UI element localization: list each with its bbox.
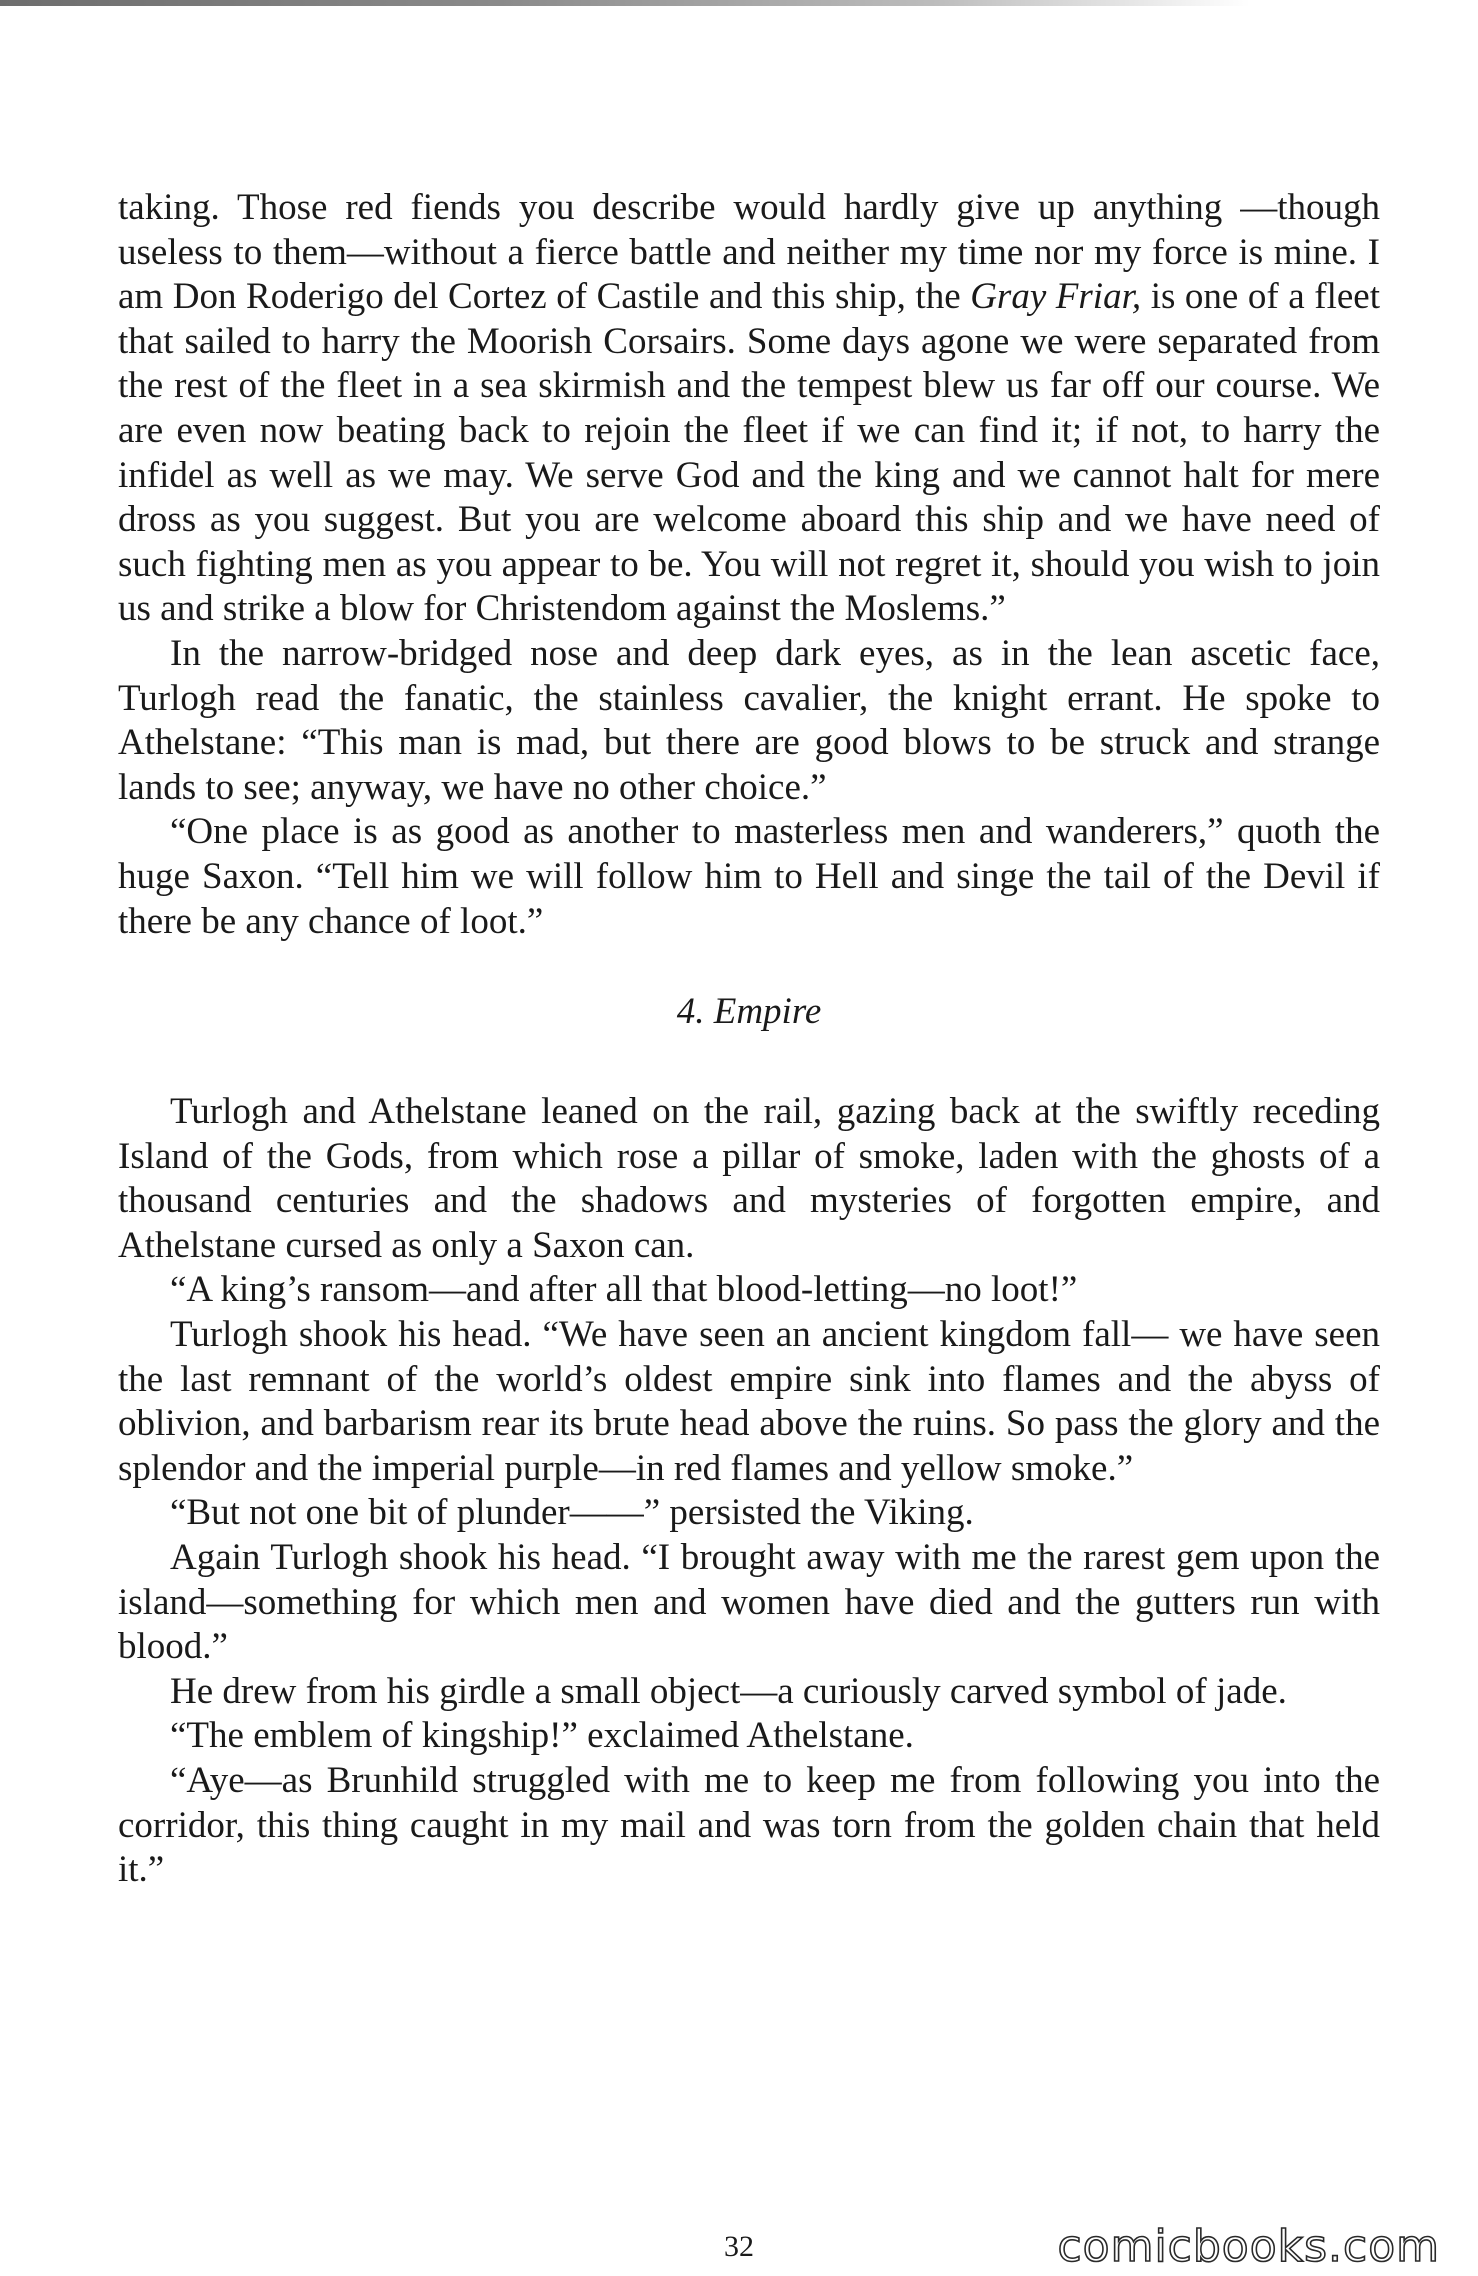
paragraph: Turlogh shook his head. “We have seen an ancient kingdom fall— we have seen the last remnant of the world’s oldest empire sink into flames and the abyss of oblivion, and barbarism rear its brute head above the ruins. So pass the glory and the splendor and the imperial purple—in red flames and yellow smoke.” <box>118 1314 1380 1489</box>
ship-name-italic: Gray Friar, <box>970 276 1142 318</box>
paragraph: In the narrow-bridged nose and deep dark eyes, as in the lean ascetic face, Turlogh read the fanatic, the stainless cavalier, the knight errant. He spoke to Athelstane: “This man is mad, but there are good blows to be struck and strange lands to see; anyway, we have no other choice.” <box>118 632 1380 808</box>
paragraph: Turlogh and Athelstane leaned on the rail, gazing back at the swiftly receding Island of the Gods, from which rose a pillar of smoke, laden with the ghosts of a thousand centuries and the shadows and mysteries of forgotten empire, and Athelstane cursed as only a Saxon can. <box>118 1091 1380 1266</box>
watermark-logo: comicbooks.com <box>1057 2221 1440 2272</box>
paragraph-text-after: is one of a fleet that sailed to harry the Moorish Corsairs. Some days agone we were separated from the rest of the fleet in a sea skirmish and the tempest blew us far off our course. We are even now beating back to rejoin the fleet if we can find it; if not, to harry the infidel as well as we may. We serve God and the king and we cannot halt for mere dross as you suggest. But you are welcome aboard this ship and we have need of such fighting men as you appear to be. You will not regret it, should you wish to join us and strike a blow for Christendom against the Moslems.” <box>118 276 1381 630</box>
paragraph: “Aye—as Brunhild struggled with me to keep me from following you into the corridor, this thing caught in my mail and was torn from the golden chain that held it.” <box>118 1760 1380 1891</box>
paragraph-text: taking. Those red fiends you describe would hardly give up anything —though useless to them—without a fierce battle and neither my time nor my force is mine. I am Don Roderigo del Cortez of Castile and this ship, the <box>118 187 1380 318</box>
book-page-text <box>118 186 1380 1893</box>
paragraph: Again Turlogh shook his head. “I brought away with me the rarest gem upon the island—something for which men and women have died and the gutters run with blood.” <box>118 1537 1380 1668</box>
paragraph: “The emblem of kingship!” exclaimed Athelstane. <box>170 1715 914 1757</box>
chapter-heading: 4. Empire <box>676 991 822 1033</box>
page-number: 32 <box>724 2230 754 2263</box>
paragraph: “But not one bit of plunder——” persisted the Viking. <box>170 1492 974 1534</box>
scan-edge-artifact <box>0 0 1250 6</box>
paragraph-continuation <box>118 186 1380 632</box>
paragraph: He drew from his girdle a small object—a curiously carved symbol of jade. <box>170 1670 1287 1712</box>
paragraph: “A king’s ransom—and after all that blood-letting—no loot!” <box>170 1269 1078 1311</box>
paragraph: “One place is as good as another to masterless men and wanderers,” quoth the huge Saxon. “Tell him we will follow him to Hell and singe the tail of the Devil if there be any chance of loot.” <box>118 811 1380 942</box>
